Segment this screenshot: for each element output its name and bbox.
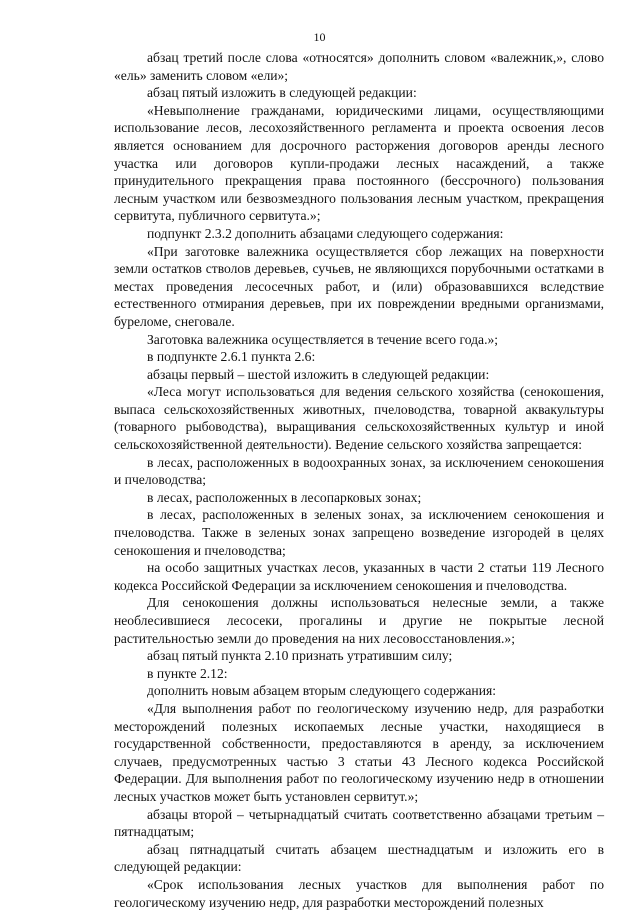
- paragraph: подпункт 2.3.2 дополнить абзацами следующего содержания:: [147, 225, 504, 241]
- paragraph: «При заготовке валежника осуществляется сбор лежащих на поверхности земли остатков стволов деревьев, сучьев, не являющихся порубочными остатками в местах проведения лесосечных работ, и (или) образовавшихся вследствие естественного отмирания деревьев, при их повреждении вредными организмами, буреломе, снеговале.: [114, 243, 604, 329]
- paragraph: дополнить новым абзацем вторым следующего содержания:: [147, 683, 496, 699]
- paragraph: в лесах, расположенных в зеленых зонах, за исключением сенокошения и пчеловодства. Также в зеленых зонах запрещено возведение изгородей в целях сенокошения и пчеловодства;: [114, 507, 604, 558]
- paragraph: «Для выполнения работ по геологическому изучению недр, для разработки месторождений полезных ископаемых лесные участки, находящиеся в государственной собственности, предоставляются в аренду, за исключением случаев, предусмотренных частью 3 статьи 43 Лесного кодекса Российской Федерации. Для выполнения работ по геологическому изучению недр в отношении лесных участков может быть установлен сервитут.»;: [114, 700, 604, 804]
- paragraph: абзац пятнадцатый считать абзацем шестнадцатым и изложить его в следующей редакции:: [114, 841, 604, 875]
- paragraph: Заготовка валежника осуществляется в течение всего года.»;: [147, 331, 499, 347]
- paragraph: на особо защитных участках лесов, указанных в части 2 статьи 119 Лесного кодекса Российской Федерации за исключением сенокошения и пчеловодства.: [114, 560, 604, 593]
- paragraph: в лесах, расположенных в лесопарковых зонах;: [147, 489, 422, 505]
- paragraph: в лесах, расположенных в водоохранных зонах, за исключением сенокошения и пчеловодства;: [114, 454, 604, 488]
- document-body: [114, 49, 604, 911]
- paragraph: в подпункте 2.6.1 пункта 2.6:: [147, 349, 316, 365]
- paragraph: абзацы первый – шестой изложить в следующей редакции:: [147, 366, 490, 382]
- paragraph: абзацы второй – четырнадцатый считать соответственно абзацами третьим – пятнадцатым;: [114, 806, 604, 840]
- page-number: 10: [313, 30, 326, 44]
- paragraph: «Леса могут использоваться для ведения сельского хозяйства (сенокошения, выпаса сельскохозяйственных животных, пчеловодства, товарной аквакультуры (товарного рыбоводства), выращивания сельскохозяйственных культур и иной сельскохозяйственной деятельности). Ведение сельского хозяйства запрещается:: [114, 384, 604, 453]
- paragraph: в пункте 2.12:: [147, 665, 228, 681]
- paragraph: абзац пятый изложить в следующей редакции:: [147, 85, 417, 101]
- paragraph: абзац пятый пункта 2.10 признать утратившим силу;: [147, 648, 453, 664]
- paragraph: «Срок использования лесных участков для выполнения работ по геологическому изучению недр, для разработки месторождений полезных: [114, 876, 604, 910]
- paragraph: абзац третий после слова «относятся» дополнить словом «валежник,», слово «ель» заменить словом «ели»;: [114, 50, 604, 83]
- paragraph: «Невыполнение гражданами, юридическими лицами, осуществляющими использование лесов, лесохозяйственного регламента и проекта освоения лесов является основанием для досрочного расторжения договоров аренды лесного участка или договоров купли-продажи лесных насаждений, а также принудительного прекращения права постоянного (бессрочного) пользования лесным участком или безвозмездного пользования лесным участком, прекращения сервитута, публичного сервитута.»;: [114, 102, 604, 224]
- paragraph: Для сенокошения должны использоваться нелесные земли, а также необлесившиеся лесосеки, прогалины и другие не покрытые лесной растительностью земли до проведения на них лесовосстановления.»;: [114, 595, 604, 646]
